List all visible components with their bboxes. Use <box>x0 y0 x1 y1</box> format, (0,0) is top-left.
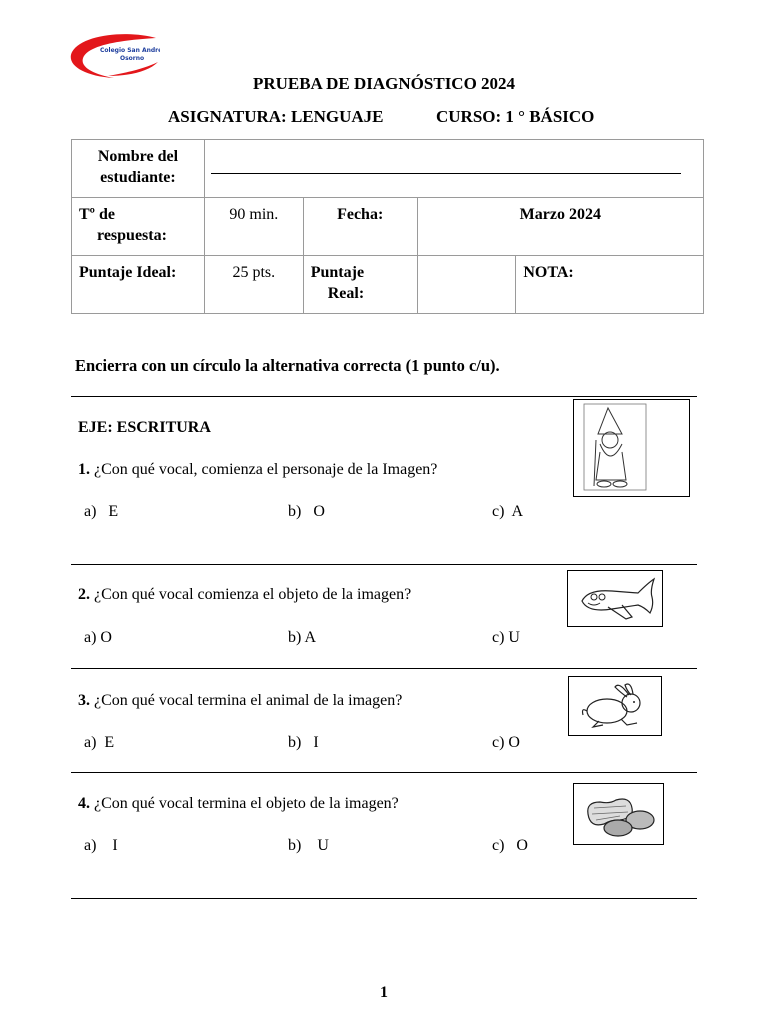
option-3a[interactable]: a) E <box>84 734 115 751</box>
subject-label: ASIGNATURA: LENGUAJE <box>168 107 384 126</box>
question-text: ¿Con qué vocal termina el animal de la imagen? <box>94 692 403 709</box>
divider <box>71 564 697 565</box>
option-1c[interactable]: c) A <box>492 503 524 520</box>
option-4b[interactable]: b) U <box>288 837 329 854</box>
section-heading: EJE: ESCRITURA <box>78 419 211 436</box>
instructions: Encierra con un círculo la alternativa correcta (1 punto c/u). <box>75 356 500 375</box>
ideal-score-label: Puntaje Ideal: <box>72 256 205 314</box>
peanut-icon <box>573 783 664 845</box>
real-score-label-cell <box>303 256 417 314</box>
option-2c[interactable]: c) U <box>492 629 520 646</box>
time-label-line2: respuesta: <box>97 227 167 244</box>
page-number: 1 <box>380 984 388 1001</box>
real-score-label-line1: Puntaje <box>310 264 365 281</box>
date-label: Fecha: <box>303 198 417 256</box>
option-3b[interactable]: b) I <box>288 734 319 751</box>
divider <box>71 898 697 899</box>
school-logo <box>68 32 160 78</box>
grade-label: NOTA: <box>516 256 704 314</box>
option-2b[interactable]: b) A <box>288 629 316 646</box>
name-label-line1: Nombre del <box>97 148 179 165</box>
student-name-field[interactable] <box>204 140 703 198</box>
time-label-line1: Tº de <box>79 206 115 223</box>
divider <box>71 772 697 773</box>
question-text: ¿Con qué vocal termina el objeto de la imagen? <box>94 795 399 812</box>
question-text: ¿Con qué vocal comienza el objeto de la imagen? <box>94 586 412 603</box>
option-4a[interactable]: a) I <box>84 837 118 854</box>
question-2 <box>78 586 411 604</box>
time-value: 90 min. <box>204 198 303 256</box>
time-label-cell <box>72 198 205 256</box>
name-label-cell <box>72 140 205 198</box>
question-1 <box>78 461 437 479</box>
question-number: 1. <box>78 461 90 478</box>
real-score-label-line2: Real: <box>327 285 365 302</box>
airplane-icon <box>567 570 663 627</box>
question-3 <box>78 692 402 710</box>
question-number: 4. <box>78 795 90 812</box>
logo-text-1: Colegio San Andrés <box>100 47 160 54</box>
option-2a[interactable]: a) O <box>84 629 112 646</box>
page-title: PRUEBA DE DIAGNÓSTICO 2024 <box>252 74 516 93</box>
question-text: ¿Con qué vocal, comienza el personaje de la Imagen? <box>94 461 438 478</box>
option-4c[interactable]: c) O <box>492 837 528 854</box>
divider <box>71 668 697 669</box>
option-1a[interactable]: a) E <box>84 503 119 520</box>
option-1b[interactable]: b) O <box>288 503 325 520</box>
rabbit-icon <box>568 676 662 736</box>
divider <box>71 396 697 397</box>
question-number: 2. <box>78 586 90 603</box>
ideal-score-value: 25 pts. <box>204 256 303 314</box>
gnome-icon <box>573 399 690 497</box>
question-number: 3. <box>78 692 90 709</box>
real-score-field[interactable] <box>417 256 516 314</box>
logo-text-2: Osorno <box>120 55 145 62</box>
date-value: Marzo 2024 <box>417 198 703 256</box>
course-label: CURSO: 1 ° BÁSICO <box>436 107 595 126</box>
question-4 <box>78 795 399 813</box>
name-label-line2: estudiante: <box>100 169 176 186</box>
option-3c[interactable]: c) O <box>492 734 520 751</box>
student-info-table <box>71 139 704 314</box>
name-underline <box>211 173 681 174</box>
